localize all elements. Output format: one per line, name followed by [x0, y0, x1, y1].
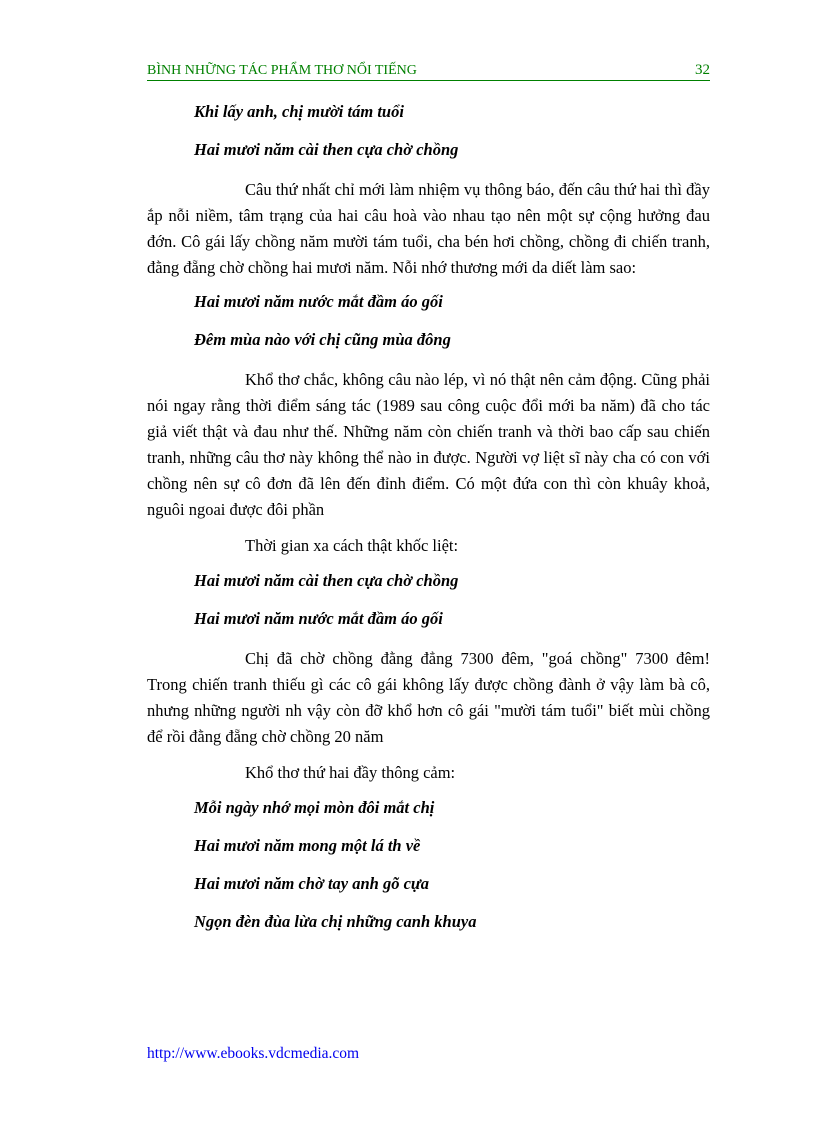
paragraph: Thời gian xa cách thật khốc liệt: [245, 536, 459, 555]
paragraph: Câu thứ nhất chỉ mới làm nhiệm vụ thông báo, đến câu thứ hai thì đầy ắp nỗi niềm, tâm trạng của hai câu hoà vào nhau tạo nên một sự cộng hưởng đau đớn. Cô gái lấy chồng năm mười tám tuổi, cha bén hơi chồng, chồng đi chiến tranh, đằng đẵng chờ chồng hai mươi năm. Nỗi nhớ thương mới da diết làm sao: [147, 180, 710, 277]
paragraph: Khổ thơ thứ hai đầy thông cảm: [245, 763, 456, 782]
verse-line: Hai mươi năm cài then cựa chờ chồng [194, 571, 459, 590]
header-title: BÌNH NHỮNG TÁC PHẨM THƠ NỔI TIẾNG [147, 63, 417, 78]
verse-line: Hai mươi năm nước mắt đầm áo gối [194, 609, 443, 628]
footer-link[interactable]: http://www.ebooks.vdcmedia.com [147, 1045, 360, 1062]
verse-line: Hai mươi năm cài then cựa chờ chồng [194, 140, 459, 159]
verse-line: Hai mươi năm nước mắt đầm áo gối [194, 292, 443, 311]
verse-line: Đêm mùa nào với chị cũng mùa đông [194, 330, 451, 349]
verse-line: Ngọn đèn đùa lừa chị những canh khuya [194, 912, 477, 931]
page-number: 32 [695, 62, 710, 78]
verse-line: Hai mươi năm chờ tay anh gõ cựa [194, 874, 430, 893]
paragraph: Chị đã chờ chồng đằng đẳng 7300 đêm, "goá chồng" 7300 đêm! Trong chiến tranh thiếu gì các cô gái không lấy được chồng đành ở vậy làm bà cô, nhưng những người nh vậy còn đỡ khổ hơn cô gái "mười tám tuổi" biết mùi chồng để rồi đằng đẵng chờ chồng 20 năm [147, 649, 710, 746]
paragraph: Khổ thơ chắc, không câu nào lép, vì nó thật nên cảm động. Cũng phải nói ngay rằng thời điểm sáng tác (1989 sau công cuộc đổi mới ba năm) đã cho tác giả viết thật và đau như thế. Những năm còn chiến tranh và thời bao cấp sau chiến tranh, những câu thơ này không thể nào in được. Người vợ liệt sĩ này cha có con với chồng nên sự cô đơn đã lên đến đỉnh điểm. Có một đứa con thì còn khuây khoả, nguôi ngoai được đôi phần [147, 370, 710, 519]
verse-line: Mỗi ngày nhớ mọi mòn đôi mắt chị [194, 798, 435, 817]
page-header [147, 62, 710, 81]
verse-line: Hai mươi năm mong một lá th về [194, 836, 421, 855]
verse-line: Khi lấy anh, chị mười tám tuổi [194, 102, 404, 121]
page-body [147, 101, 710, 949]
